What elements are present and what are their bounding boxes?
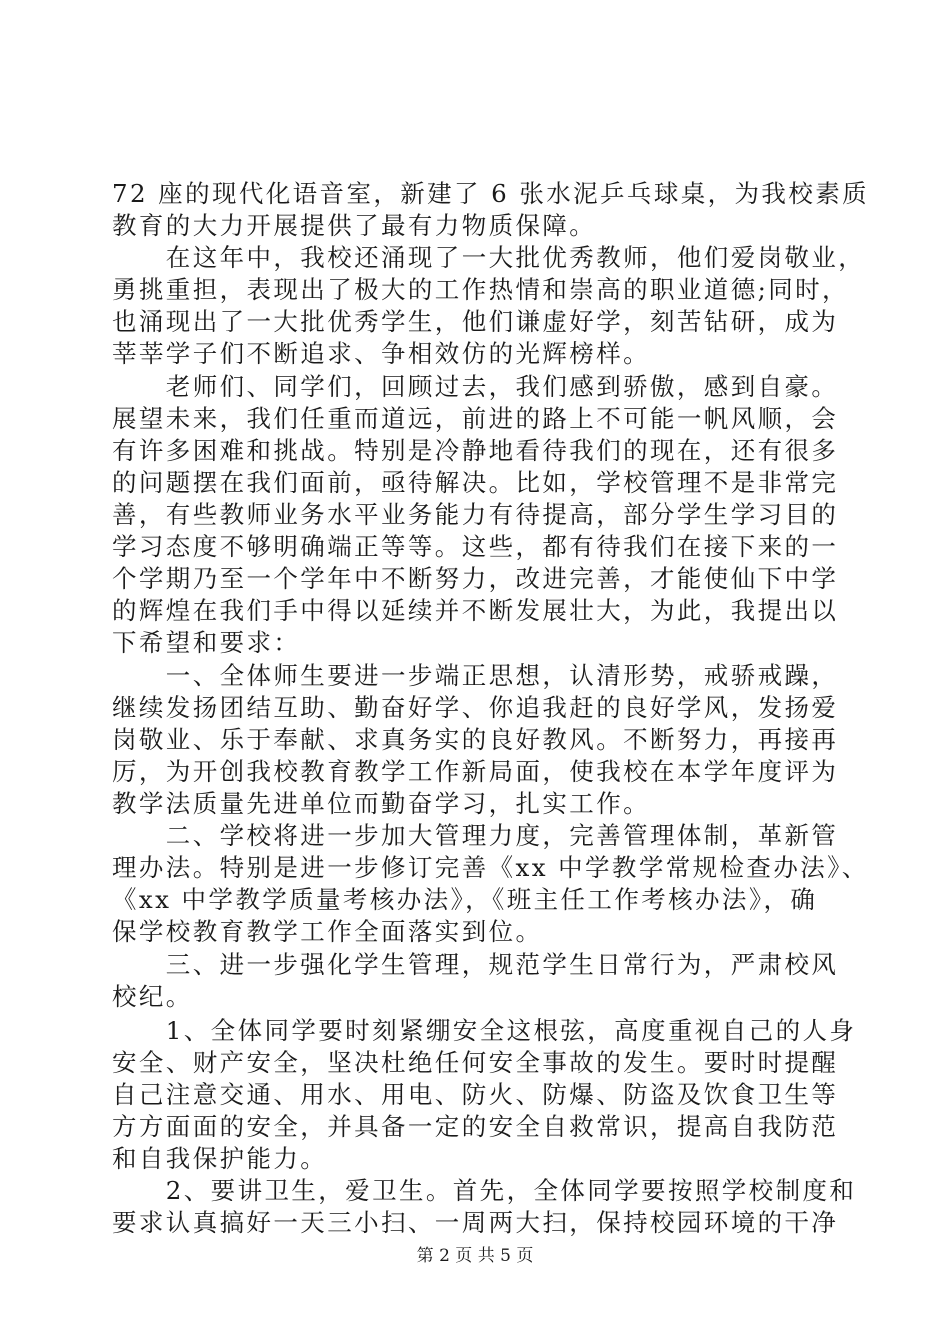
text-line: 的辉煌在我们手中得以延续并不断发展壮大，为此，我提出以 [112,596,839,625]
text-line: 和自我保护能力。 [112,1144,328,1173]
paragraph [112,820,869,948]
text-line: 教学法质量先进单位而勤奋学习，扎实工作。 [112,789,650,818]
text-line: 安全、财产安全，坚决杜绝任何安全事故的发生。要时时提醒 [112,1048,839,1077]
text-line: 展望未来，我们任重而道远，前进的路上不可能一帆风顺，会 [112,404,839,433]
text-line: 继续发扬团结互助、勤奋好学、你追我赶的良好学风，发扬爱 [112,693,839,722]
text-line: 二、学校将进一步加大管理力度，完善管理体制，革新管 [112,821,839,850]
page-footer: 第 2 页 共 5 页 [416,1246,534,1266]
text-line: 一、全体师生要进一步端正思想，认清形势，戒骄戒躁， [112,661,839,690]
text-line: 在这年中，我校还涌现了一大批优秀教师，他们爱岗敬业， [112,243,866,272]
text-line: 2、要讲卫生，爱卫生。首先，全体同学要按照学校制度和 [112,1176,857,1205]
text-line: 1、全体同学要时刻紧绷安全这根弦，高度重视自己的人身 [112,1016,857,1045]
text-line: 学习态度不够明确端正等等。这些，都有待我们在接下来的一 [112,532,839,561]
paragraph [112,371,838,659]
paragraph [112,949,838,1013]
text-line: 教育的大力开展提供了最有力物质保障。 [112,211,597,240]
text-line: 的问题摆在我们面前，亟待解决。比如，学校管理不是非常完 [112,468,839,497]
text-line: 莘莘学子们不断追求、争相效仿的光辉榜样。 [112,339,650,368]
text-line: 也涌现出了一大批优秀学生，他们谦虚好学，刻苦钻研，成为 [112,307,839,336]
text-line: 有许多困难和挑战。特别是冷静地看待我们的现在，还有很多 [112,436,839,465]
text-line: 《xx 中学教学质量考核办法》，《班主任工作考核办法》，确 [112,885,818,914]
paragraph [112,660,838,820]
text-line: 个学期乃至一个学年中不断努力，改进完善，才能使仙下中学 [112,564,839,593]
paragraph [112,1015,857,1175]
text-line: 岗敬业、乐于奉献、求真务实的良好教风。不断努力，再接再 [112,725,839,754]
paragraph [112,178,870,242]
paragraph [112,1175,857,1239]
text-line: 厉，为开创我校教育教学工作新局面，使我校在本学年度评为 [112,757,839,786]
paragraph [112,242,866,370]
text-line: 方方面面的安全，并具备一定的安全自救常识，提高自我防范 [112,1112,839,1141]
text-line: 勇挑重担，表现出了极大的工作热情和崇高的职业道德;同时， [112,275,849,304]
text-line: 要求认真搞好一天三小扫、一周两大扫，保持校园环境的干净 [112,1208,839,1237]
text-line: 善，有些教师业务水平业务能力有待提高，部分学生学习目的 [112,500,839,529]
text-line: 老师们、同学们，回顾过去，我们感到骄傲，感到自豪。 [112,372,839,401]
text-line: 三、进一步强化学生管理，规范学生日常行为，严肃校风 [112,950,839,979]
text-line: 自己注意交通、用水、用电、防火、防爆、防盗及饮食卫生等 [112,1080,839,1109]
text-line: 72 座的现代化语音室，新建了 6 张水泥乒乓球桌，为我校素质 [112,179,870,208]
text-line: 下希望和要求： [112,628,301,657]
text-line: 保学校教育教学工作全面落实到位。 [112,917,543,946]
text-line: 校纪。 [112,982,193,1011]
text-line: 理办法。特别是进一步修订完善《xx 中学教学常规检查办法》、 [112,853,869,882]
